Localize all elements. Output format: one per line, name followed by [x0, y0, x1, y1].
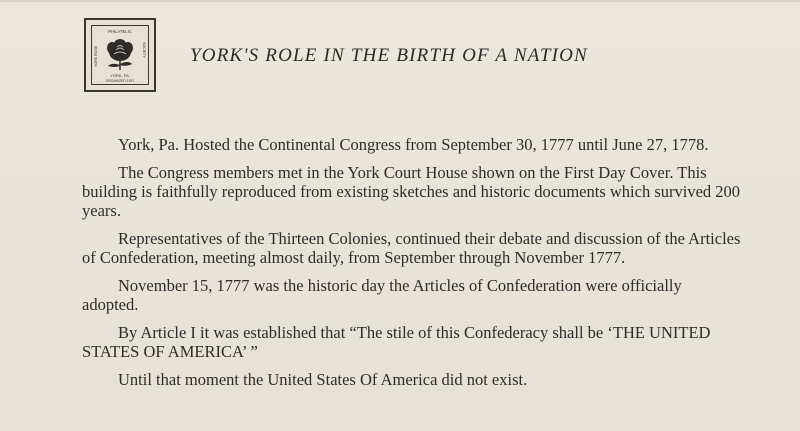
- seal-right-text: SOCIETY: [142, 42, 146, 58]
- page-title: YORK'S ROLE IN THE BIRTH OF A NATION: [190, 45, 588, 66]
- seal-bottom-line1: YORK, PA.: [110, 73, 130, 78]
- seal-artwork: [86, 20, 154, 90]
- seal-bottom-line2: ORGANIZED 1937: [105, 79, 135, 83]
- paragraph-court-house: The Congress members met in the York Court House shown on the First Day Cover. This building is faithfully reproduced from existing sketches and historic documents which survived 200 years.: [82, 163, 741, 220]
- body-text: [82, 135, 742, 398]
- seal-top-text: PHILATELIC: [108, 29, 132, 34]
- paragraph-adoption-date: November 15, 1777 was the historic day the Articles of Confederation were officially adopted.: [82, 276, 682, 314]
- seal-left-text: YORK ROSE: [94, 45, 98, 67]
- rose-icon: [107, 39, 133, 70]
- society-seal: [84, 18, 156, 92]
- paragraph-conclusion: Until that moment the United States Of America did not exist.: [118, 370, 528, 389]
- paragraph-congress-dates: York, Pa. Hosted the Continental Congress from September 30, 1777 until June 27, 1778.: [118, 135, 709, 154]
- paragraph-article-one: By Article I it was established that “The stile of this Confederacy shall be ‘THE UNITED STATES OF AMERICA’ ”: [82, 323, 711, 361]
- paragraph-representatives: Representatives of the Thirteen Colonies, continued their debate and discussion of the Articles of Confederation, meeting almost daily, from September through November 1777.: [82, 229, 741, 267]
